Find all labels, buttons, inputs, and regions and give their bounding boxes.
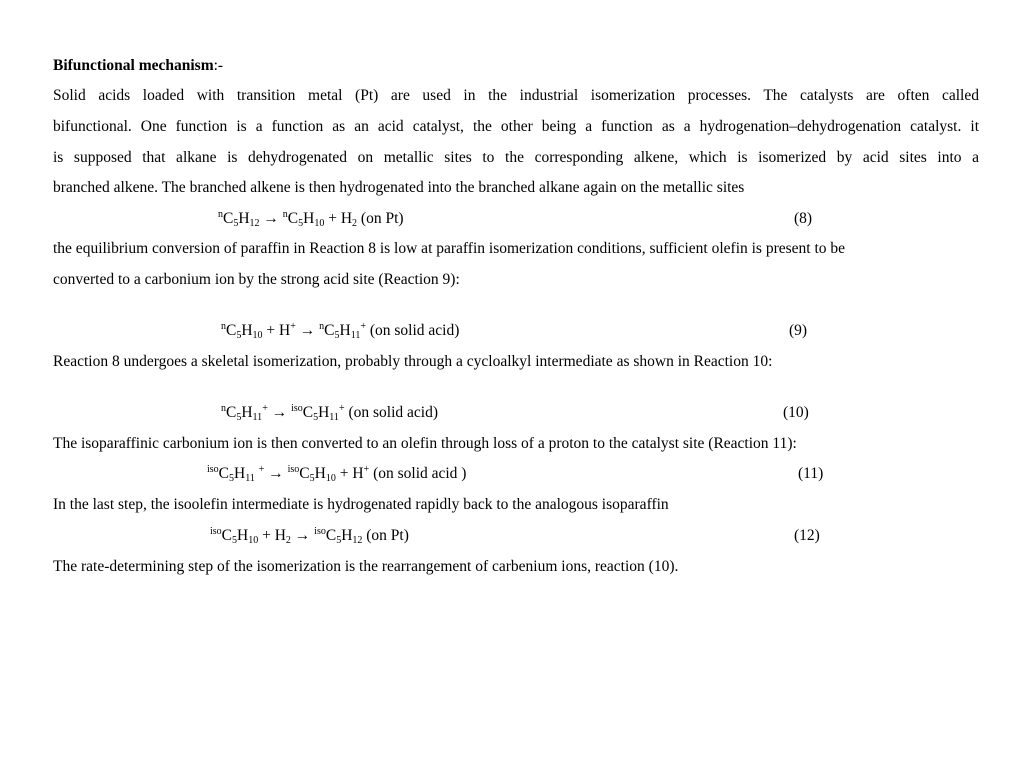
equation-10-number: (10) — [783, 404, 809, 421]
equation-11-number: (11) — [798, 465, 824, 482]
section-heading — [53, 56, 979, 76]
equation-9-number: (9) — [789, 322, 808, 339]
equation-12: $^{iso}C_5H_{10} + H_2 \to ^{iso}C_5H_{12}$ (on Pt) — [210, 526, 409, 546]
intro-line-1: Solid acids loaded with transition metal (Pt) are used in the industrial isomerization processes. The catalysts are often called — [53, 87, 979, 104]
equation-11-condition: (on solid acid ) — [373, 465, 467, 482]
para2-line-1: the equilibrium conversion of paraffin in Reaction 8 is low at paraffin isomerization conditions, sufficient olefin is present to be — [53, 240, 846, 257]
intro-line-3: is supposed that alkane is dehydrogenated on metallic sites to the corresponding alkene, which is isomerized by acid sites into a — [53, 149, 979, 166]
equation-10: $^nC_5H_{11}^+ \to ^{iso}C_5H_{11}^+$ (on solid acid) — [221, 403, 438, 423]
heading-title: Bifunctional mechanism — [53, 57, 214, 74]
para4: The isoparaffinic carbonium ion is then converted to an olefin through loss of a proton to the catalyst site (Reaction 11): — [53, 435, 797, 452]
para3: Reaction 8 undergoes a skeletal isomerization, probably through a cycloalkyl intermediate as shown in Reaction 10: — [53, 353, 773, 370]
heading-suffix: :- — [213, 57, 224, 74]
equation-8-condition: (on Pt) — [360, 210, 404, 227]
para6: The rate-determining step of the isomerization is the rearrangement of carbenium ions, reaction (10). — [53, 558, 679, 575]
equation-12-number: (12) — [794, 527, 820, 544]
equation-9: $^nC_5H_{10} + H^+ \to ^nC_5H_{11}^+$ (on solid acid) — [221, 321, 460, 341]
intro-line-4: branched alkene. The branched alkene is then hydrogenated into the branched alkane again on the metallic sites — [53, 179, 745, 196]
para5: In the last step, the isoolefin intermediate is hydrogenated rapidly back to the analogous isoparaffin — [53, 496, 669, 513]
intro-line-2: bifunctional. One function is a function as an acid catalyst, the other being a function as a hydrogenation–dehydrogenation catalyst. it — [53, 118, 979, 135]
para2-line-2: converted to a carbonium ion by the strong acid site (Reaction 9): — [53, 271, 460, 288]
equation-12-condition: (on Pt) — [366, 527, 409, 544]
equation-9-condition: (on solid acid) — [369, 322, 460, 339]
equation-10-condition: (on solid acid) — [348, 404, 438, 421]
equation-8-number: (8) — [794, 210, 813, 227]
equation-8: $^nC_5H_{12} \to ^nC_5H_{10} + H_2$ (on Pt) — [218, 209, 404, 229]
equation-11: $^{iso}C_5H_{11}$ $^+ \to ^{iso}C_5H_{10} + H^+$ (on solid acid ) — [207, 464, 467, 484]
